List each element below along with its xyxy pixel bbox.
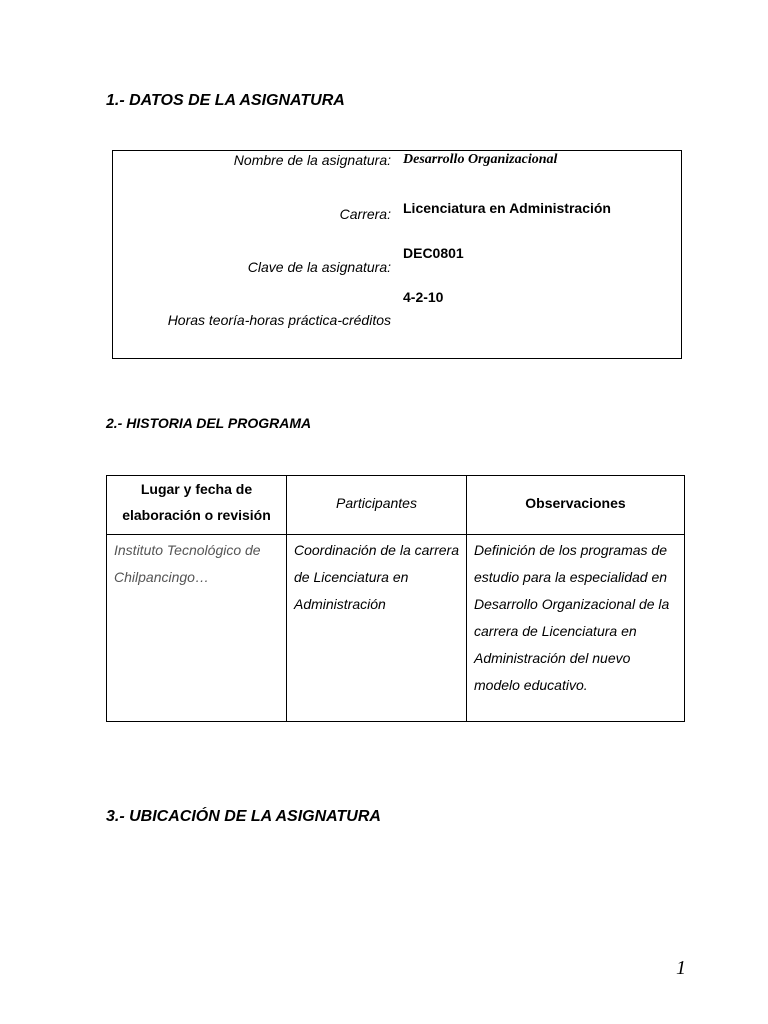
carrera-label: Carrera: bbox=[339, 206, 391, 222]
table-row bbox=[107, 535, 685, 722]
header-observaciones: Observaciones bbox=[467, 476, 685, 535]
clave-value: DEC0801 bbox=[403, 245, 464, 261]
table-header-row bbox=[107, 476, 685, 535]
header-lugar: Lugar y fecha de elaboración o revisión bbox=[107, 476, 287, 535]
cell-observaciones: Definición de los programas de estudio para la especialidad en Desarrollo Organizacional de la carrera de Licenciatura en Administración del nuevo modelo educativo. bbox=[467, 535, 685, 722]
cell-participantes: Coordinación de la carrera de Licenciatura en Administración bbox=[287, 535, 467, 722]
historia-programa-table bbox=[106, 475, 685, 722]
horas-value: 4-2-10 bbox=[403, 289, 444, 305]
nombre-label: Nombre de la asignatura: bbox=[233, 152, 391, 168]
cell-lugar: Instituto Tecnológico de Chilpancingo… bbox=[107, 535, 287, 722]
header-participantes: Participantes bbox=[287, 476, 467, 535]
carrera-value: Licenciatura en Administración bbox=[403, 200, 611, 216]
section1-title: 1.- DATOS DE LA ASIGNATURA bbox=[106, 92, 345, 109]
section2-title: 2.- HISTORIA DEL PROGRAMA bbox=[106, 415, 312, 431]
horas-label: Horas teoría-horas práctica-créditos bbox=[167, 312, 391, 328]
page-number: 1 bbox=[676, 957, 686, 979]
nombre-value: Desarrollo Organizacional bbox=[403, 152, 558, 167]
datos-asignatura-box bbox=[112, 150, 682, 359]
clave-label: Clave de la asignatura: bbox=[247, 259, 391, 275]
section3-title: 3.- UBICACIÓN DE LA ASIGNATURA bbox=[106, 808, 381, 825]
